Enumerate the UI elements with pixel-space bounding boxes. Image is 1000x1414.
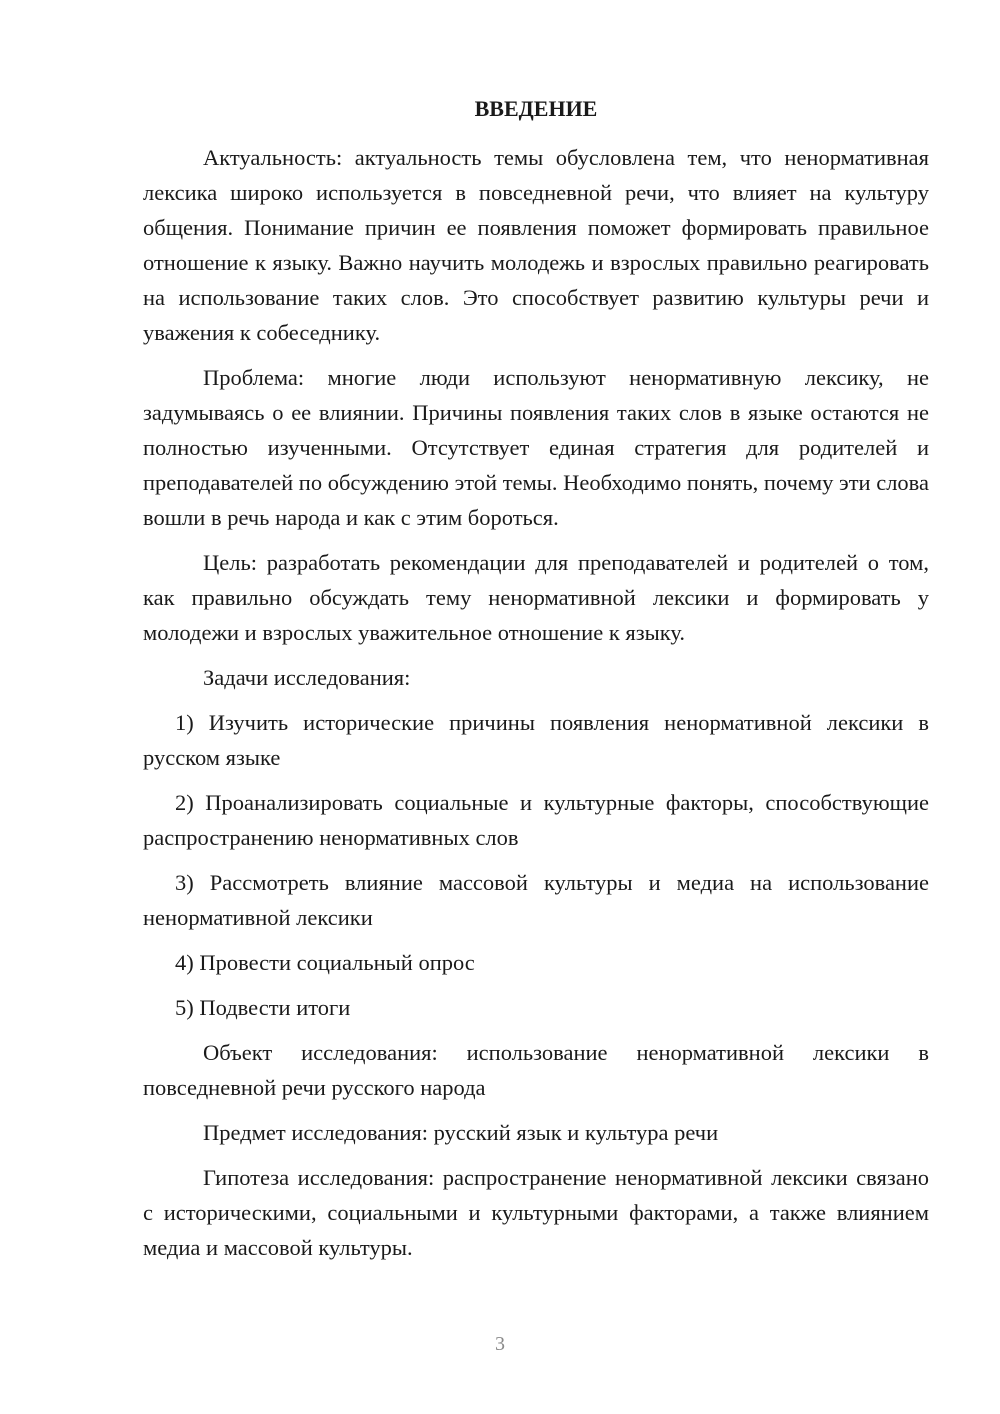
task-item-3: 3) Рассмотреть влияние массовой культуры и медиа на использование ненормативной лексики	[143, 870, 929, 930]
page-number: 3	[495, 1333, 505, 1355]
task-item-4: 4) Провести социальный опрос	[175, 950, 475, 975]
task-item-5: 5) Подвести итоги	[175, 995, 351, 1020]
paragraph-problem: Проблема: многие люди используют ненормативную лексику, не задумываясь о ее влиянии. Причины появления таких слов в языке остаются не полностью изученными. Отсутствует единая стратегия для родителей и преподавателей по обсуждению этой темы. Необходимо понять, почему эти слова вошли в речь народа и как с этим бороться.	[143, 365, 929, 530]
page-title: ВВЕДЕНИЕ	[474, 96, 598, 121]
page-content	[143, 94, 929, 1275]
tasks-heading: Задачи исследования:	[203, 665, 411, 690]
paragraph-object: Объект исследования: использование ненормативной лексики в повседневной речи русского народа	[143, 1040, 929, 1100]
paragraph-relevance: Актуальность: актуальность темы обусловлена тем, что ненормативная лексика широко используется в повседневной речи, что влияет на культуру общения. Понимание причин ее появления поможет формировать правильное отношение к языку. Важно научить молодежь и взрослых правильно реагировать на использование таких слов. Это способствует развитию культуры речи и уважения к собеседнику.	[143, 145, 929, 345]
paragraph-goal: Цель: разработать рекомендации для преподавателей и родителей о том, как правильно обсуждать тему ненормативной лексики и формировать у молодежи и взрослых уважительное отношение к языку.	[143, 550, 929, 645]
paragraph-subject: Предмет исследования: русский язык и культура речи	[203, 1120, 719, 1145]
paragraph-hypothesis: Гипотеза исследования: распространение ненормативной лексики связано с историческими, социальными и культурными факторами, а также влиянием медиа и массовой культуры.	[143, 1165, 929, 1260]
task-item-1: 1) Изучить исторические причины появления ненормативной лексики в русском языке	[143, 710, 929, 770]
task-item-2: 2) Проанализировать социальные и культурные факторы, способствующие распространению ненормативных слов	[143, 790, 929, 850]
